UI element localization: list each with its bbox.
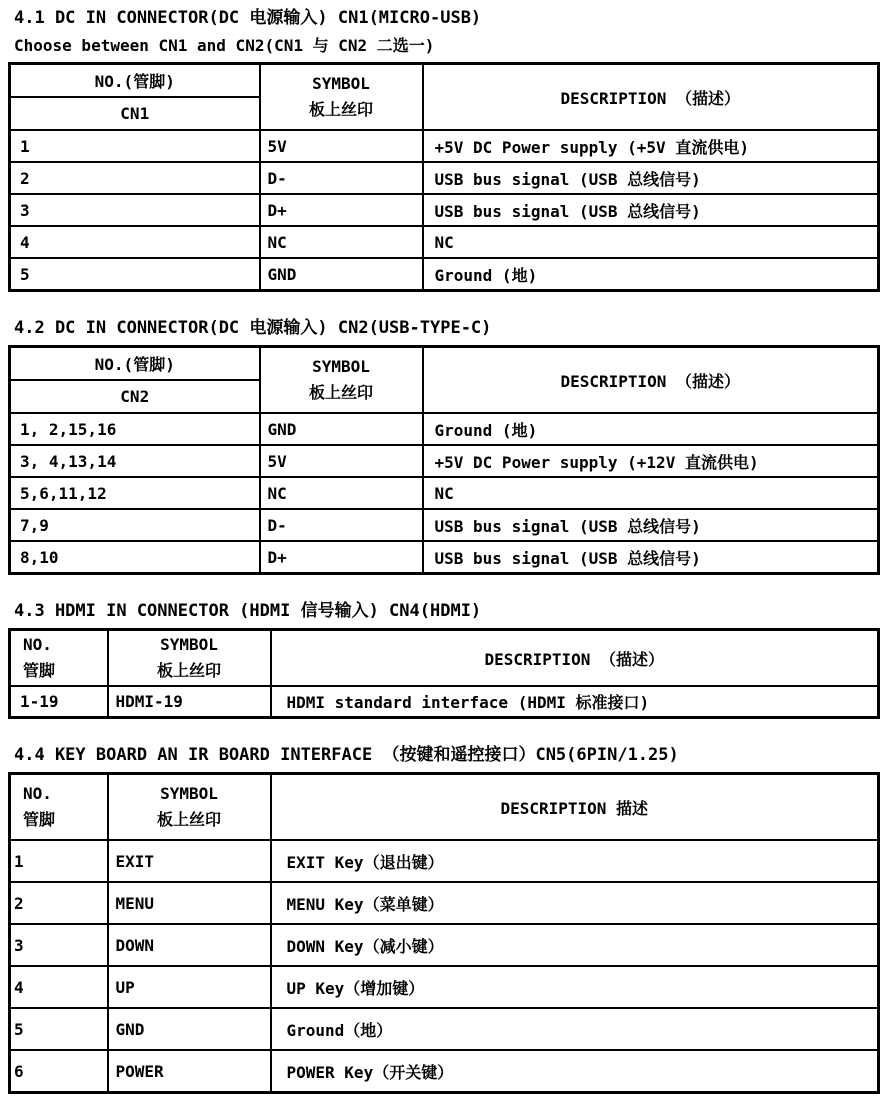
symbol-header-line1: SYMBOL (160, 784, 218, 803)
cn4-hdmi-pinout-table (8, 628, 880, 719)
description-cell: MENU Key（菜单键） (271, 882, 879, 924)
pin-no-cell: 3 (10, 924, 108, 966)
description-cell: Ground (地) (423, 413, 879, 445)
table-row (10, 882, 879, 924)
description-cell: HDMI standard interface (HDMI 标准接口) (271, 686, 879, 718)
table-row (10, 1008, 879, 1050)
description-cell: UP Key（增加键） (271, 966, 879, 1008)
pin-no-cell: 5 (10, 1008, 108, 1050)
symbol-cell: NC (260, 477, 423, 509)
col-header-description: DESCRIPTION （描述） (423, 64, 879, 131)
table-row (10, 477, 879, 509)
table-row (10, 194, 879, 226)
col-header-symbol (260, 347, 423, 414)
symbol-cell: 5V (260, 445, 423, 477)
col-header-connector-name: CN2 (10, 380, 260, 413)
section-4-1-heading: 4.1 DC IN CONNECTOR(DC 电源输入) CN1(MICRO-USB) (14, 8, 482, 28)
section-4-3-heading: 4.3 HDMI IN CONNECTOR (HDMI 信号输入) CN4(HDMI) (14, 601, 482, 621)
symbol-header-line1: SYMBOL (312, 357, 370, 376)
section-4-3 (8, 599, 883, 719)
cn1-pinout-table (8, 62, 880, 292)
pin-no-header-line2: 管脚 (23, 661, 56, 680)
symbol-header-line2: 板上丝印 (156, 810, 221, 829)
col-header-description: DESCRIPTION 描述 (271, 774, 879, 841)
symbol-cell: MENU (108, 882, 271, 924)
description-cell: +5V DC Power supply (+12V 直流供电) (423, 445, 879, 477)
pin-no-cell: 1 (10, 130, 260, 162)
symbol-cell: D- (260, 162, 423, 194)
description-cell: DOWN Key（减小键） (271, 924, 879, 966)
description-cell: POWER Key（开关键） (271, 1050, 879, 1093)
symbol-cell: DOWN (108, 924, 271, 966)
symbol-cell: GND (260, 413, 423, 445)
cn5-keyboard-ir-table (8, 772, 880, 1094)
pin-no-cell: 2 (10, 162, 260, 194)
section-4-4 (8, 743, 883, 1094)
cn2-pinout-table (8, 345, 880, 575)
pin-no-cell: 4 (10, 966, 108, 1008)
section-4-1 (8, 6, 883, 292)
symbol-cell: D+ (260, 541, 423, 574)
pin-no-header-line1: NO. (23, 784, 52, 803)
symbol-cell: D+ (260, 194, 423, 226)
pin-no-cell: 8,10 (10, 541, 260, 574)
description-cell: USB bus signal (USB 总线信号) (423, 509, 879, 541)
table-row (10, 509, 879, 541)
table-row (10, 130, 879, 162)
pin-no-cell: 3, 4,13,14 (10, 445, 260, 477)
symbol-cell: D- (260, 509, 423, 541)
pin-no-cell: 4 (10, 226, 260, 258)
pin-no-cell: 1, 2,15,16 (10, 413, 260, 445)
symbol-cell: HDMI-19 (108, 686, 271, 718)
symbol-cell: GND (260, 258, 423, 291)
symbol-header-line2: 板上丝印 (308, 100, 373, 119)
table-row (10, 840, 879, 882)
col-header-pin-no (10, 630, 108, 687)
table-row (10, 258, 879, 291)
description-cell: NC (423, 226, 879, 258)
col-header-symbol (108, 630, 271, 687)
symbol-cell: UP (108, 966, 271, 1008)
col-header-symbol (108, 774, 271, 841)
symbol-cell: NC (260, 226, 423, 258)
table-row (10, 541, 879, 574)
description-cell: Ground（地） (271, 1008, 879, 1050)
description-cell: NC (423, 477, 879, 509)
col-header-pin-no (10, 774, 108, 841)
col-header-pin-no: NO.(管脚) (10, 347, 260, 381)
col-header-description: DESCRIPTION （描述） (423, 347, 879, 414)
symbol-header-line2: 板上丝印 (156, 661, 221, 680)
table-row (10, 445, 879, 477)
description-cell: USB bus signal (USB 总线信号) (423, 194, 879, 226)
pin-no-cell: 2 (10, 882, 108, 924)
section-4-2 (8, 316, 883, 575)
symbol-header-line1: SYMBOL (312, 74, 370, 93)
symbol-header-line1: SYMBOL (160, 635, 218, 654)
table-row (10, 686, 879, 718)
table-row (10, 162, 879, 194)
description-cell: EXIT Key（退出键） (271, 840, 879, 882)
symbol-cell: EXIT (108, 840, 271, 882)
col-header-pin-no: NO.(管脚) (10, 64, 260, 98)
symbol-header-line2: 板上丝印 (308, 383, 373, 402)
pin-no-cell: 3 (10, 194, 260, 226)
table-row (10, 1050, 879, 1093)
description-cell: USB bus signal (USB 总线信号) (423, 162, 879, 194)
col-header-connector-name: CN1 (10, 97, 260, 130)
section-4-4-heading: 4.4 KEY BOARD AN IR BOARD INTERFACE （按键和遥控接口）CN5(6PIN/1.25) (14, 745, 679, 765)
table-row (10, 413, 879, 445)
symbol-cell: POWER (108, 1050, 271, 1093)
col-header-symbol (260, 64, 423, 131)
pin-no-cell: 6 (10, 1050, 108, 1093)
table-row (10, 226, 879, 258)
pin-no-header-line1: NO. (23, 635, 52, 654)
description-cell: +5V DC Power supply (+5V 直流供电) (423, 130, 879, 162)
section-4-2-heading: 4.2 DC IN CONNECTOR(DC 电源输入) CN2(USB-TYPE-C) (14, 318, 492, 338)
description-cell: Ground (地) (423, 258, 879, 291)
pin-no-cell: 7,9 (10, 509, 260, 541)
pin-no-cell: 5,6,11,12 (10, 477, 260, 509)
pin-no-cell: 1 (10, 840, 108, 882)
pin-no-header-line2: 管脚 (23, 810, 56, 829)
pin-no-cell: 1-19 (10, 686, 108, 718)
col-header-description: DESCRIPTION （描述） (271, 630, 879, 687)
table-row (10, 924, 879, 966)
symbol-cell: GND (108, 1008, 271, 1050)
description-cell: USB bus signal (USB 总线信号) (423, 541, 879, 574)
symbol-cell: 5V (260, 130, 423, 162)
table-row (10, 966, 879, 1008)
pin-no-cell: 5 (10, 258, 260, 291)
section-4-1-subheading: Choose between CN1 and CN2(CN1 与 CN2 二选一) (14, 36, 435, 55)
